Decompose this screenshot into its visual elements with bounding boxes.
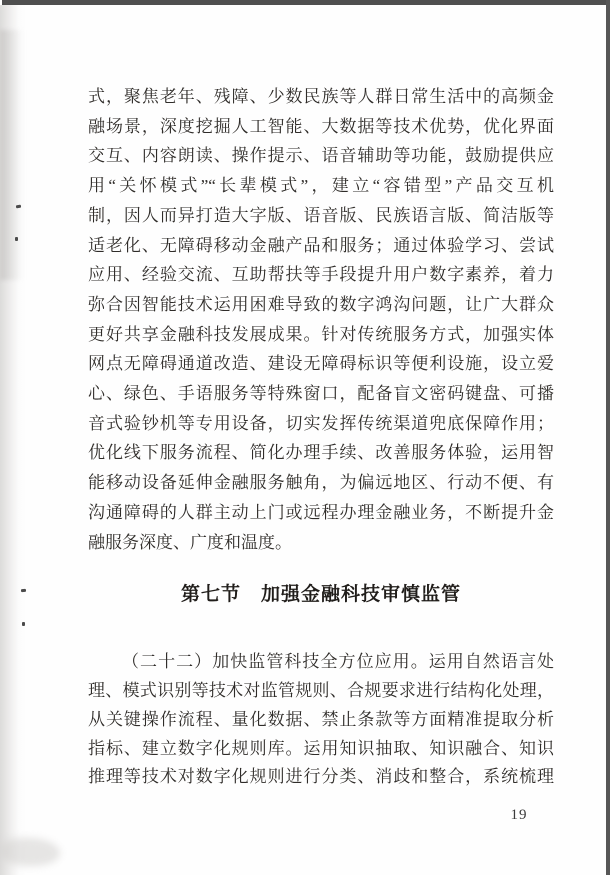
scan-edge-right	[606, 0, 610, 875]
text-column	[88, 82, 554, 792]
text-line: 音式验钞机等专用设备，切实发挥传统渠道兜底保障作用；	[88, 413, 554, 433]
text-line: 沟通障碍的人群主动上门或远程办理金融业务，不断提升金	[88, 502, 554, 522]
scan-speck	[22, 622, 25, 626]
text-line: 制，因人而异打造大字版、语音版、民族语言版、简洁版等	[88, 205, 554, 225]
text-line: 弥合因智能技术运用困难导致的数字鸿沟问题，让广大群众	[88, 294, 554, 314]
text-line: 更好共享金融科技发展成果。针对传统服务方式，加强实体	[88, 324, 554, 344]
text-line: 用“关怀模式”“长辈模式”，建立“容错型”产品交互机	[88, 176, 554, 196]
scan-edge-top	[2, 0, 610, 5]
text-line: 心、绿色、手语服务等特殊窗口，配备盲文密码键盘、可播	[88, 384, 554, 404]
section-heading-title: 加强金融科技审慎监管	[260, 584, 461, 606]
text-line: 融场景，深度挖掘人工智能、大数据等技术优势，优化界面	[88, 116, 554, 136]
text-line: 能移动设备延伸金融服务触角，为偏远地区、行动不便、有	[88, 473, 554, 493]
text-line: 推理等技术对数字化规则进行分类、消歧和整合，系统梳理	[88, 767, 554, 787]
text-line: 适老化、无障碍移动金融产品和服务；通过体验学习、尝试	[88, 235, 554, 255]
scan-shadow-left-top	[0, 30, 24, 280]
text-line: 从关键操作流程、量化数据、禁止条款等方面精准提取分析	[88, 709, 554, 729]
text-line: 交互、内容朗读、操作提示、语音辅助等功能，鼓励提供应	[88, 146, 554, 166]
text-line: 指标、建立数字化规则库。运用知识抽取、知识融合、知识	[88, 738, 554, 758]
page-number: 19	[510, 807, 528, 823]
text-line: 应用、经验交流、互助帮扶等手段提升用户数字素养，着力	[88, 265, 554, 285]
text-line: 融服务深度、广度和温度。	[88, 532, 292, 552]
text-line: 式，聚焦老年、残障、少数民族等人群日常生活中的高频金	[88, 87, 554, 106]
scan-speck	[21, 589, 26, 593]
text-line: 理、模式识别等技术对监管规则、合规要求进行结构化处理，	[88, 681, 554, 701]
section-heading-label: 第七节	[181, 584, 242, 606]
text-line: （二十二）加快监管科技全方位应用。运用自然语言处	[122, 652, 554, 672]
scan-shadow-bottom-left	[0, 838, 60, 866]
paragraph-continuation	[88, 82, 554, 557]
section-heading	[88, 581, 554, 609]
text-line: 优化线下服务流程、简化办理手续、改善服务体验，运用智	[88, 443, 554, 463]
scan-speck	[15, 237, 18, 241]
paragraph-article-22	[88, 648, 554, 792]
text-line: 网点无障碍通道改造、建设无障碍标识等便利设施，设立爱	[88, 354, 554, 374]
